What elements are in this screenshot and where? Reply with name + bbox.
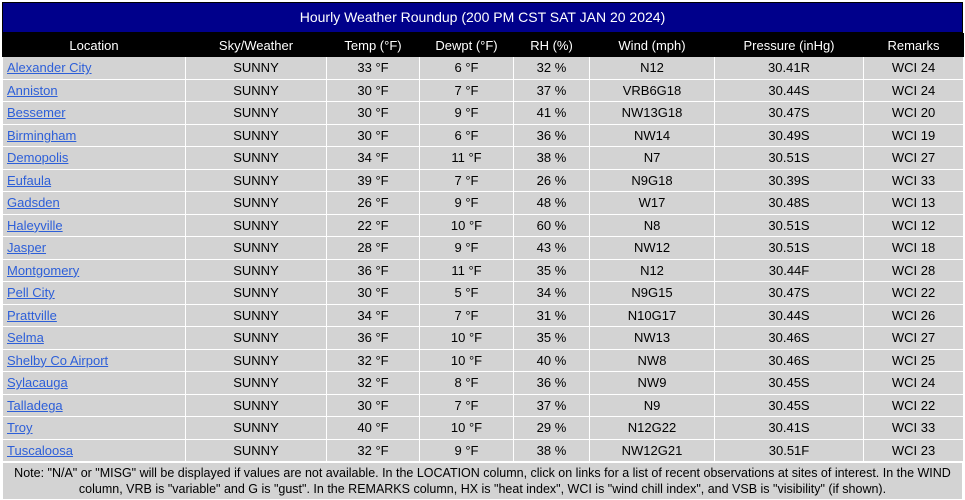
pressure-cell: 30.45S bbox=[715, 394, 864, 417]
pressure-cell: 30.51S bbox=[715, 214, 864, 237]
table-row bbox=[3, 79, 964, 102]
temp-cell: 32 °F bbox=[327, 439, 420, 462]
remarks-cell: WCI 24 bbox=[864, 57, 964, 80]
table-row bbox=[3, 282, 964, 305]
wind-cell: N10G17 bbox=[590, 304, 715, 327]
dewpt-cell: 7 °F bbox=[420, 169, 514, 192]
wind-cell: N12G22 bbox=[590, 417, 715, 440]
column-header-sky-weather: Sky/Weather bbox=[186, 34, 327, 57]
sky-weather-cell: SUNNY bbox=[186, 147, 327, 170]
temp-cell: 26 °F bbox=[327, 192, 420, 215]
remarks-cell: WCI 13 bbox=[864, 192, 964, 215]
location-link[interactable]: Haleyville bbox=[7, 217, 63, 233]
table-row bbox=[3, 372, 964, 395]
wind-cell: NW14 bbox=[590, 124, 715, 147]
temp-cell: 32 °F bbox=[327, 372, 420, 395]
temp-cell: 36 °F bbox=[327, 327, 420, 350]
rh-cell: 34 % bbox=[514, 282, 590, 305]
rh-cell: 26 % bbox=[514, 169, 590, 192]
temp-cell: 34 °F bbox=[327, 304, 420, 327]
column-header-pressure: Pressure (inHg) bbox=[715, 34, 864, 57]
remarks-cell: WCI 33 bbox=[864, 417, 964, 440]
rh-cell: 31 % bbox=[514, 304, 590, 327]
rh-cell: 36 % bbox=[514, 372, 590, 395]
remarks-cell: WCI 22 bbox=[864, 394, 964, 417]
remarks-cell: WCI 24 bbox=[864, 372, 964, 395]
dewpt-cell: 7 °F bbox=[420, 304, 514, 327]
location-link[interactable]: Gadsden bbox=[7, 195, 60, 211]
wind-cell: N8 bbox=[590, 214, 715, 237]
sky-weather-cell: SUNNY bbox=[186, 327, 327, 350]
dewpt-cell: 9 °F bbox=[420, 192, 514, 215]
location-link[interactable]: Birmingham bbox=[7, 127, 77, 143]
rh-cell: 36 % bbox=[514, 124, 590, 147]
temp-cell: 30 °F bbox=[327, 124, 420, 147]
location-cell bbox=[3, 192, 186, 215]
table-row bbox=[3, 102, 964, 125]
location-cell bbox=[3, 147, 186, 170]
remarks-cell: WCI 27 bbox=[864, 147, 964, 170]
sky-weather-cell: SUNNY bbox=[186, 439, 327, 462]
sky-weather-cell: SUNNY bbox=[186, 394, 327, 417]
location-cell bbox=[3, 124, 186, 147]
wind-cell: NW13 bbox=[590, 327, 715, 350]
page-title: Hourly Weather Roundup (200 PM CST SAT JAN 20 2024) bbox=[2, 2, 963, 33]
location-link[interactable]: Shelby Co Airport bbox=[7, 352, 109, 368]
column-header-location: Location bbox=[3, 34, 186, 57]
column-header-remarks: Remarks bbox=[864, 34, 964, 57]
rh-cell: 43 % bbox=[514, 237, 590, 260]
dewpt-cell: 9 °F bbox=[420, 102, 514, 125]
dewpt-cell: 10 °F bbox=[420, 417, 514, 440]
remarks-cell: WCI 26 bbox=[864, 304, 964, 327]
location-cell bbox=[3, 282, 186, 305]
sky-weather-cell: SUNNY bbox=[186, 192, 327, 215]
rh-cell: 60 % bbox=[514, 214, 590, 237]
pressure-cell: 30.47S bbox=[715, 282, 864, 305]
table-row bbox=[3, 439, 964, 462]
table-row bbox=[3, 417, 964, 440]
table-row bbox=[3, 192, 964, 215]
column-header-dewpt: Dewpt (°F) bbox=[420, 34, 514, 57]
rh-cell: 35 % bbox=[514, 327, 590, 350]
pressure-cell: 30.46S bbox=[715, 327, 864, 350]
pressure-cell: 30.49S bbox=[715, 124, 864, 147]
location-cell bbox=[3, 304, 186, 327]
rh-cell: 35 % bbox=[514, 259, 590, 282]
dewpt-cell: 6 °F bbox=[420, 57, 514, 80]
location-cell bbox=[3, 349, 186, 372]
location-link[interactable]: Prattville bbox=[7, 307, 57, 323]
pressure-cell: 30.51F bbox=[715, 439, 864, 462]
pressure-cell: 30.44F bbox=[715, 259, 864, 282]
table-row bbox=[3, 349, 964, 372]
dewpt-cell: 9 °F bbox=[420, 237, 514, 260]
wind-cell: N12 bbox=[590, 259, 715, 282]
location-cell bbox=[3, 169, 186, 192]
sky-weather-cell: SUNNY bbox=[186, 237, 327, 260]
dewpt-cell: 8 °F bbox=[420, 372, 514, 395]
location-cell bbox=[3, 102, 186, 125]
temp-cell: 30 °F bbox=[327, 102, 420, 125]
rh-cell: 32 % bbox=[514, 57, 590, 80]
sky-weather-cell: SUNNY bbox=[186, 417, 327, 440]
location-cell bbox=[3, 237, 186, 260]
table-header-row bbox=[3, 34, 964, 57]
pressure-cell: 30.41R bbox=[715, 57, 864, 80]
dewpt-cell: 9 °F bbox=[420, 439, 514, 462]
pressure-cell: 30.45S bbox=[715, 372, 864, 395]
location-link[interactable]: Montgomery bbox=[7, 262, 80, 278]
remarks-cell: WCI 23 bbox=[864, 439, 964, 462]
location-cell bbox=[3, 214, 186, 237]
table-body bbox=[3, 57, 964, 462]
location-link[interactable]: Alexander City bbox=[7, 60, 92, 76]
location-link[interactable]: Pell City bbox=[7, 285, 55, 301]
weather-table bbox=[2, 33, 964, 462]
sky-weather-cell: SUNNY bbox=[186, 282, 327, 305]
wind-cell: NW8 bbox=[590, 349, 715, 372]
location-link[interactable]: Tuscaloosa bbox=[7, 442, 73, 458]
temp-cell: 32 °F bbox=[327, 349, 420, 372]
location-link[interactable]: Demopolis bbox=[7, 150, 69, 166]
table-row bbox=[3, 304, 964, 327]
wind-cell: N12 bbox=[590, 57, 715, 80]
weather-roundup-panel bbox=[2, 2, 963, 500]
sky-weather-cell: SUNNY bbox=[186, 124, 327, 147]
dewpt-cell: 6 °F bbox=[420, 124, 514, 147]
remarks-cell: WCI 25 bbox=[864, 349, 964, 372]
rh-cell: 29 % bbox=[514, 417, 590, 440]
wind-cell: VRB6G18 bbox=[590, 79, 715, 102]
sky-weather-cell: SUNNY bbox=[186, 304, 327, 327]
dewpt-cell: 10 °F bbox=[420, 214, 514, 237]
temp-cell: 36 °F bbox=[327, 259, 420, 282]
column-header-temp: Temp (°F) bbox=[327, 34, 420, 57]
temp-cell: 22 °F bbox=[327, 214, 420, 237]
sky-weather-cell: SUNNY bbox=[186, 259, 327, 282]
table-row bbox=[3, 124, 964, 147]
wind-cell: NW12 bbox=[590, 237, 715, 260]
wind-cell: N7 bbox=[590, 147, 715, 170]
temp-cell: 40 °F bbox=[327, 417, 420, 440]
rh-cell: 37 % bbox=[514, 394, 590, 417]
sky-weather-cell: SUNNY bbox=[186, 169, 327, 192]
location-link[interactable]: Sylacauga bbox=[7, 375, 68, 391]
rh-cell: 37 % bbox=[514, 79, 590, 102]
location-link[interactable]: Troy bbox=[7, 420, 33, 436]
footnote: Note: "N/A" or "MISG" will be displayed if values are not available. In the LOCATION column, click on links for a list of recent observations at sites of interest. In the WIND column, VRB is "variable" and G is "gust". In the REMARKS column, HX is "heat index", WCI is "wind chill index", and VSB is "visibility" (if shown). bbox=[2, 462, 963, 500]
remarks-cell: WCI 19 bbox=[864, 124, 964, 147]
remarks-cell: WCI 24 bbox=[864, 79, 964, 102]
column-header-rh: RH (%) bbox=[514, 34, 590, 57]
rh-cell: 38 % bbox=[514, 439, 590, 462]
location-link[interactable]: Anniston bbox=[7, 82, 58, 98]
temp-cell: 30 °F bbox=[327, 282, 420, 305]
rh-cell: 48 % bbox=[514, 192, 590, 215]
wind-cell: N9 bbox=[590, 394, 715, 417]
pressure-cell: 30.51S bbox=[715, 147, 864, 170]
pressure-cell: 30.41S bbox=[715, 417, 864, 440]
remarks-cell: WCI 22 bbox=[864, 282, 964, 305]
pressure-cell: 30.48S bbox=[715, 192, 864, 215]
location-cell bbox=[3, 327, 186, 350]
dewpt-cell: 11 °F bbox=[420, 147, 514, 170]
rh-cell: 40 % bbox=[514, 349, 590, 372]
location-link[interactable]: Eufaula bbox=[7, 172, 52, 188]
remarks-cell: WCI 20 bbox=[864, 102, 964, 125]
dewpt-cell: 10 °F bbox=[420, 327, 514, 350]
sky-weather-cell: SUNNY bbox=[186, 57, 327, 80]
location-cell bbox=[3, 439, 186, 462]
remarks-cell: WCI 27 bbox=[864, 327, 964, 350]
location-link[interactable]: Jasper bbox=[7, 240, 47, 256]
location-link[interactable]: Selma bbox=[7, 330, 44, 346]
rh-cell: 41 % bbox=[514, 102, 590, 125]
dewpt-cell: 7 °F bbox=[420, 394, 514, 417]
location-link[interactable]: Bessemer bbox=[7, 105, 66, 121]
wind-cell: NW13G18 bbox=[590, 102, 715, 125]
pressure-cell: 30.44S bbox=[715, 79, 864, 102]
sky-weather-cell: SUNNY bbox=[186, 349, 327, 372]
remarks-cell: WCI 28 bbox=[864, 259, 964, 282]
table-row bbox=[3, 237, 964, 260]
dewpt-cell: 10 °F bbox=[420, 349, 514, 372]
wind-cell: N9G18 bbox=[590, 169, 715, 192]
location-cell bbox=[3, 259, 186, 282]
table-row bbox=[3, 327, 964, 350]
table-row bbox=[3, 169, 964, 192]
column-header-wind: Wind (mph) bbox=[590, 34, 715, 57]
pressure-cell: 30.47S bbox=[715, 102, 864, 125]
pressure-cell: 30.51S bbox=[715, 237, 864, 260]
pressure-cell: 30.46S bbox=[715, 349, 864, 372]
table-row bbox=[3, 259, 964, 282]
dewpt-cell: 5 °F bbox=[420, 282, 514, 305]
location-cell bbox=[3, 57, 186, 80]
remarks-cell: WCI 33 bbox=[864, 169, 964, 192]
sky-weather-cell: SUNNY bbox=[186, 372, 327, 395]
temp-cell: 39 °F bbox=[327, 169, 420, 192]
wind-cell: N9G15 bbox=[590, 282, 715, 305]
remarks-cell: WCI 12 bbox=[864, 214, 964, 237]
sky-weather-cell: SUNNY bbox=[186, 79, 327, 102]
remarks-cell: WCI 18 bbox=[864, 237, 964, 260]
wind-cell: W17 bbox=[590, 192, 715, 215]
temp-cell: 33 °F bbox=[327, 57, 420, 80]
pressure-cell: 30.44S bbox=[715, 304, 864, 327]
wind-cell: NW12G21 bbox=[590, 439, 715, 462]
location-link[interactable]: Talladega bbox=[7, 397, 63, 413]
wind-cell: NW9 bbox=[590, 372, 715, 395]
dewpt-cell: 7 °F bbox=[420, 79, 514, 102]
location-cell bbox=[3, 394, 186, 417]
location-cell bbox=[3, 372, 186, 395]
pressure-cell: 30.39S bbox=[715, 169, 864, 192]
temp-cell: 34 °F bbox=[327, 147, 420, 170]
temp-cell: 30 °F bbox=[327, 394, 420, 417]
temp-cell: 30 °F bbox=[327, 79, 420, 102]
sky-weather-cell: SUNNY bbox=[186, 102, 327, 125]
rh-cell: 38 % bbox=[514, 147, 590, 170]
temp-cell: 28 °F bbox=[327, 237, 420, 260]
location-cell bbox=[3, 79, 186, 102]
sky-weather-cell: SUNNY bbox=[186, 214, 327, 237]
table-row bbox=[3, 214, 964, 237]
table-row bbox=[3, 394, 964, 417]
table-row bbox=[3, 147, 964, 170]
table-row bbox=[3, 57, 964, 80]
location-cell bbox=[3, 417, 186, 440]
dewpt-cell: 11 °F bbox=[420, 259, 514, 282]
